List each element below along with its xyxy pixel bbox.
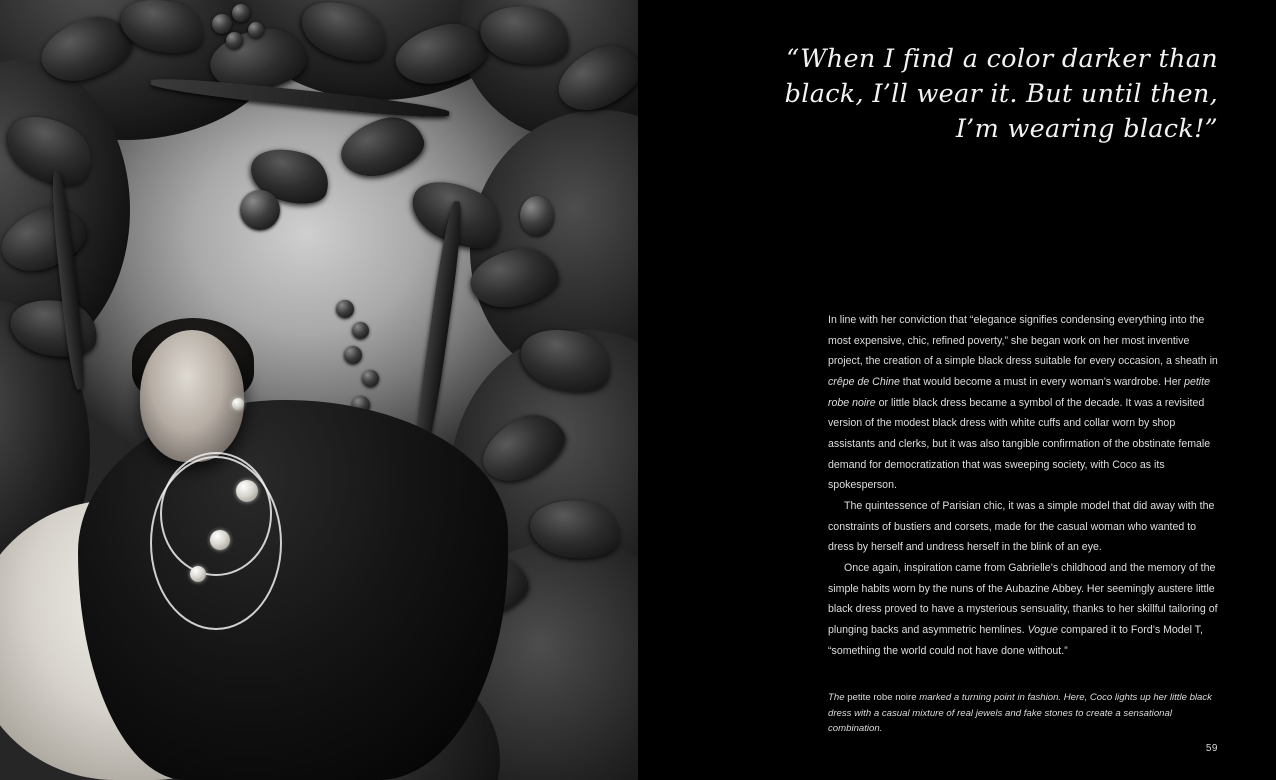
figure-dress <box>78 400 508 780</box>
pull-quote: “When I find a color darker than black, I’ll wear it. But until then, I’m wearing black!” <box>784 44 1218 145</box>
body-paragraph-1: In line with her conviction that “elegance signifies condensing everything into the most expensive, chic, refined poverty,” she began work on her most inventive project, the creation of a simple black dress suitable for every occasion, a sheath in crêpe de Chine that would become a must in every woman’s wardrobe. Her petite robe noire or little black dress became a symbol of the decade. It was a revisited version of the modest black dress with white cuffs and collar worn by shop assistants and clerks, but it was also tangible confirmation of the obstinate female demand for democratization that was sweeping society, with Coco as its spokesperson. <box>828 314 1218 492</box>
caption-rest: marked a turning point in fashion. Here, Coco lights up her little black dress with a casual mixture of real jewels and fake stones to create a sensational combination. <box>828 692 1212 735</box>
caption-lead: The <box>828 692 845 703</box>
body-paragraph-2: The quintessence of Parisian chic, it was a simple model that did away with the constraints of bustiers and corsets, made for the casual woman who wanted to dress by herself and undress herself in the blink of an eye. <box>828 499 1215 554</box>
caption-title: petite robe noire <box>844 692 920 703</box>
body-text <box>828 310 1220 661</box>
text-page <box>638 0 1276 780</box>
figure-face <box>140 330 244 462</box>
gem <box>190 566 206 582</box>
earring <box>232 398 244 410</box>
page-number: 59 <box>1205 743 1218 754</box>
photo-caption <box>828 690 1228 737</box>
body-paragraph-3: Once again, inspiration came from Gabrielle’s childhood and the memory of the simple habits worn by the nuns of the Aubazine Abbey. Her seemingly austere little black dress proved to have a mysterious sensuality, thanks to her skillful tailoring of plunging backs and asymmetric hemlines. Vogue compared it to Ford’s Model T, “something the world could not have done without.” <box>828 561 1218 657</box>
gem <box>210 530 230 550</box>
gem <box>236 480 258 502</box>
